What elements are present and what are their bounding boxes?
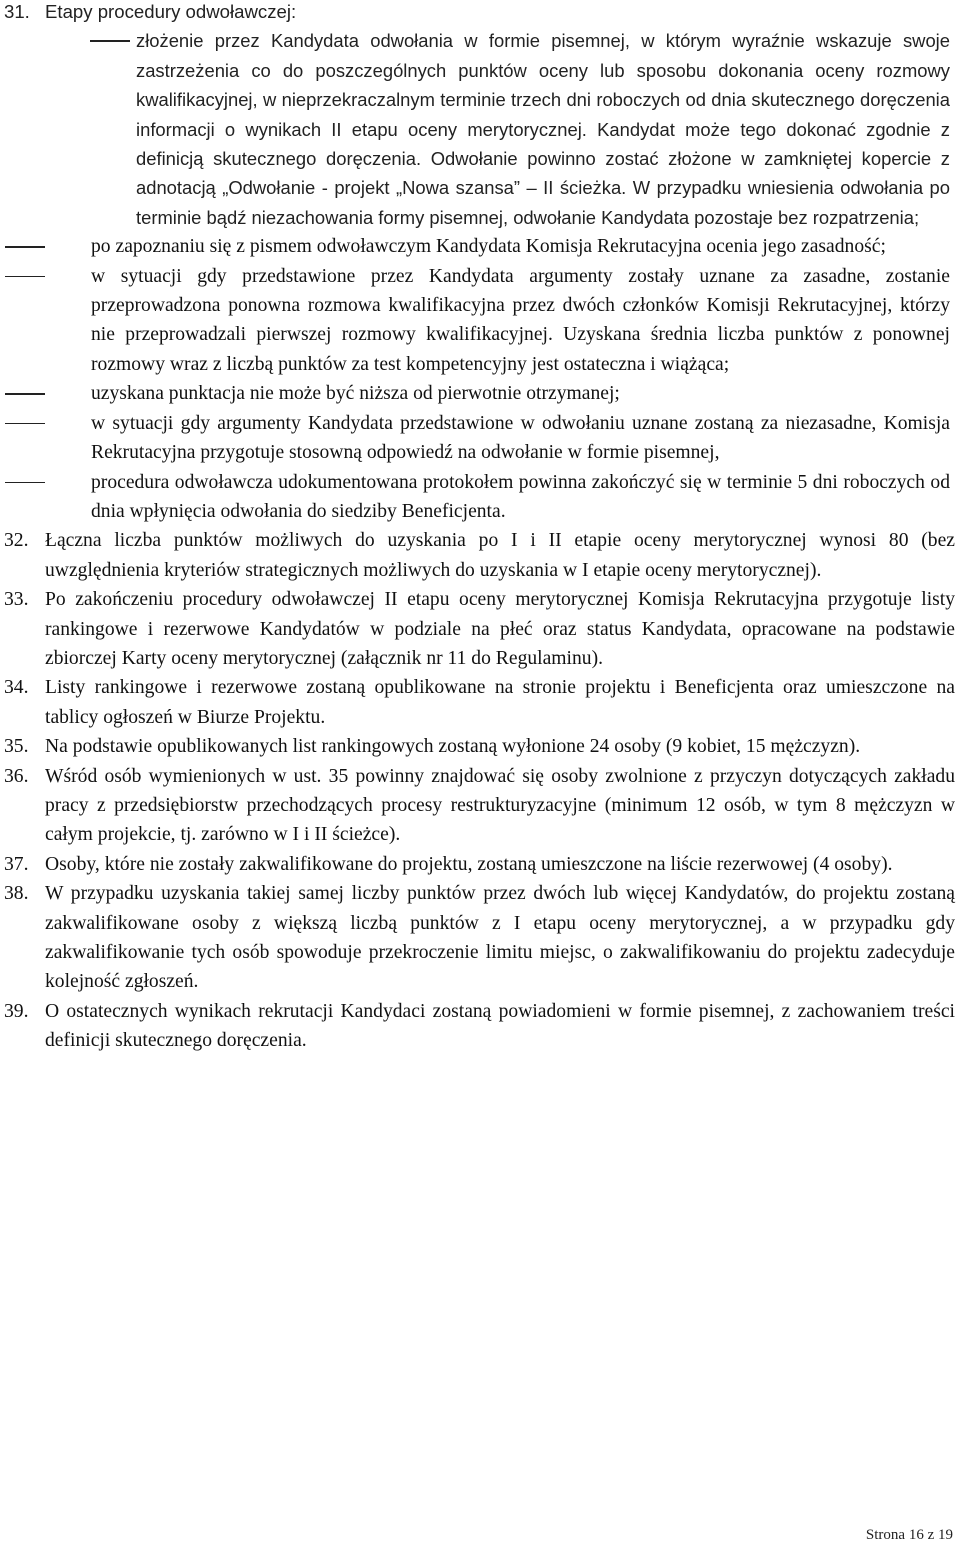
list-item-32: [0, 526, 960, 585]
dash-list-item: [0, 468, 955, 527]
dash-item-text: procedura odwoławcza udokumentowana protokołem powinna zakończyć się w terminie 5 dni roboczych od dnia wpłynięcia odwołania do siedziby Beneficjenta.: [91, 471, 950, 522]
item-text: Wśród osób wymienionych w ust. 35 powinny znajdować się osoby zwolnione z przyczyn dotyczących zakładu pracy z przedsiębiorstw przechodzących procesy restrukturyzacyjne (minimum 12 osób, w tym 8 mężczyzn w całym projekcie, tj. zarówno w I i II ścieżce).: [45, 765, 955, 846]
dash-list: [45, 26, 955, 526]
item-number: 35.: [4, 736, 29, 758]
list-item-39: [0, 997, 960, 1056]
list-item-35: [0, 732, 960, 761]
dash-list-item: [0, 409, 955, 468]
dash-list-item: [0, 379, 955, 408]
list-item-36: [0, 762, 960, 850]
item-text: Listy rankingowe i rezerwowe zostaną opublikowane na stronie projektu i Beneficjenta oraz umieszczone na tablicy ogłoszeń w Biurze Projektu.: [45, 677, 955, 728]
item-text: Łączna liczba punktów możliwych do uzyskania po I i II etapie oceny merytorycznej wynosi 80 (bez uwzględnienia kryteriów strategicznych możliwych do uzyskania w I etapie oceny merytorycznej).: [45, 530, 955, 581]
item-text: Osoby, które nie zostały zakwalifikowane do projektu, zostaną umieszczone na liście rezerwowej (4 osoby).: [45, 853, 893, 875]
item-text: Po zakończeniu procedury odwoławczej II etapu oceny merytorycznej Komisja Rekrutacyjna przygotuje listy rankingowe i rezerwowe Kandydatów w podziale na płeć oraz status Kandydata, opracowane na podstawie zbiorczej Karty oceny merytorycznej (załącznik nr 11 do Regulaminu).: [45, 589, 955, 669]
list-item-38: [0, 879, 960, 997]
item-number: 32.: [4, 530, 29, 552]
dash-item-text: uzyskana punktacja nie może być niższa od pierwotnie otrzymanej;: [91, 383, 620, 405]
dash-item-text: złożenie przez Kandydata odwołania w formie pisemnej, w którym wyraźnie wskazuje swoje zastrzeżenia co do poszczególnych punktów oceny lub sposobu dokonania oceny rozmowy kwalifikacyjnej, w nieprzekraczalnym terminie trzech dni roboczych od dnia skutecznego doręczenia informacji o wynikach II etapu oceny merytorycznej. Kandydat może tego dokonać zgodnie z definicją skutecznego doręczenia. Odwołanie powinno zostać złożone w zamkniętej kopercie z adnotacją „Odwołanie - projekt „Nowa szansa” – II ścieżka. W przypadku wniesienia odwołania po terminie bądź niezachowania formy pisemnej, odwołanie Kandydata pozostaje bez rozpatrzenia;: [136, 30, 950, 228]
dash-bullet: [5, 276, 45, 277]
dash-bullet: [5, 246, 45, 247]
item-number: 37.: [4, 853, 29, 875]
dash-list-item: [0, 262, 955, 380]
list-item-33: [0, 585, 960, 673]
item-number: 36.: [4, 765, 29, 787]
dash-bullet: [5, 393, 45, 394]
dash-item-text: w sytuacji gdy przedstawione przez Kandydata argumenty zostały uznane za zasadne, zostanie przeprowadzona ponowna rozmowa kwalifikacyjna przez dwóch członków Komisji Rekrutacyjnej, którzy nie przeprowadzali pierwszej rozmowy kwalifikacyjnej. Uzyskana średnia liczba punktów z ponownej rozmowy wraz z liczbą punktów za test kompetencyjny jest ostateczna i wiążąca;: [91, 265, 950, 375]
item-text: W przypadku uzyskania takiej samej liczby punktów przez dwóch lub więcej Kandydatów, do projektu zostaną zakwalifikowane osoby z większą liczbą punktów z I etapu oceny merytorycznej, a w przypadku gdy zakwalifikowanie tych osób spowoduje przekroczenie limitu miejsc, o zakwalifikowaniu do projektu zadecyduje kolejność zgłoszeń.: [45, 883, 955, 993]
dash-item-text: w sytuacji gdy argumenty Kandydata przedstawione w odwołaniu uznane zostaną za niezasadne, Komisja Rekrutacyjna przygotuje stosowną odpowiedź na odwołanie w formie pisemnej,: [91, 412, 950, 464]
list-item-31: [0, 0, 960, 526]
list-item-37: [0, 850, 960, 879]
dash-item-text: po zapoznaniu się z pismem odwoławczym Kandydata Komisja Rekrutacyjna ocenia jego zasadność;: [91, 236, 886, 258]
item-number: 38.: [4, 883, 29, 905]
item-number: 39.: [4, 1000, 29, 1022]
page-number-footer: Strona 16 z 19: [865, 1527, 953, 1543]
dash-bullet: [5, 423, 45, 424]
dash-bullet: [90, 40, 130, 41]
item-number: 33.: [4, 589, 29, 611]
item-title: Etapy procedury odwoławczej:: [45, 1, 297, 22]
item-number: 31.: [4, 1, 30, 22]
dash-list-item: [45, 26, 955, 232]
item-number: 34.: [4, 677, 29, 699]
list-item-34: [0, 673, 960, 732]
item-text: O ostatecznych wynikach rekrutacji Kandydaci zostaną powiadomieni w formie pisemnej, z zachowaniem treści definicji skutecznego doręczenia.: [45, 1000, 955, 1052]
dash-bullet: [5, 482, 45, 483]
dash-list-item: [0, 232, 955, 261]
item-text: Na podstawie opublikowanych list rankingowych zostaną wyłonione 24 osoby (9 kobiet, 15 mężczyzn).: [45, 736, 861, 758]
